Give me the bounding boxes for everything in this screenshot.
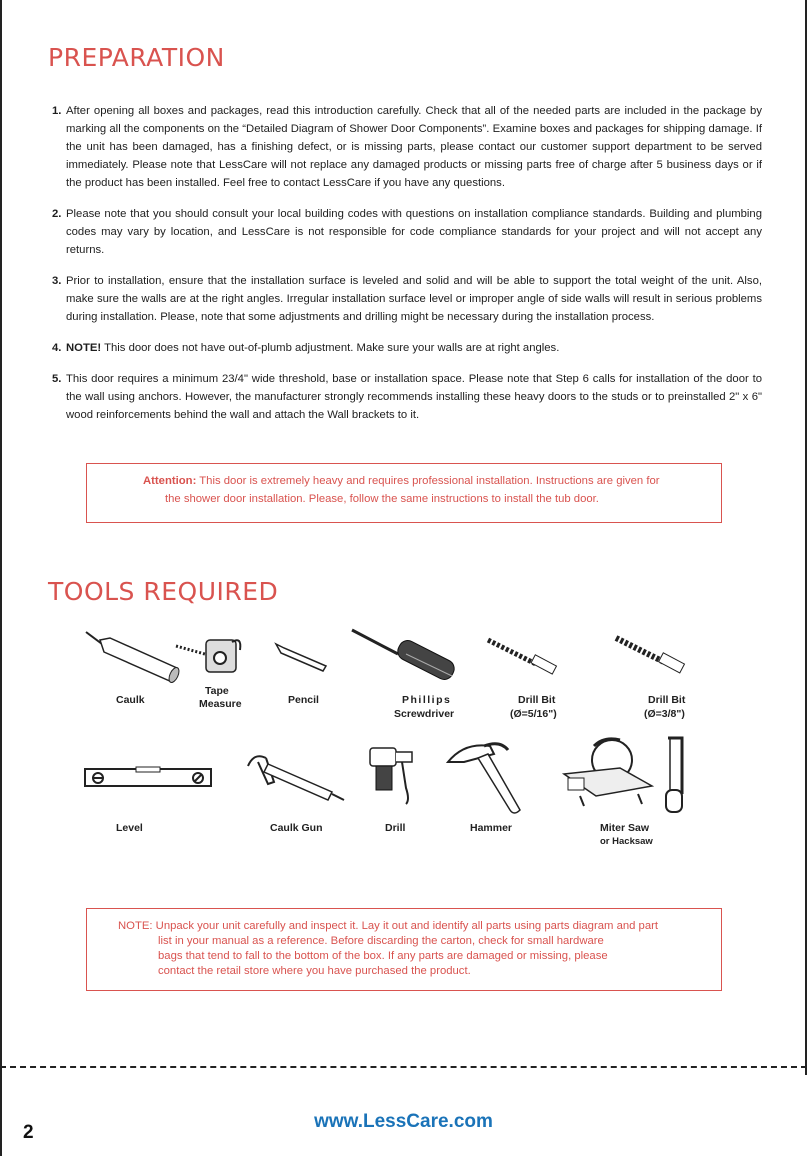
miter-saw-label: Miter Saw (600, 822, 650, 834)
caulk-gun-icon (244, 744, 346, 804)
drill-icon (366, 744, 414, 808)
drill-bit-size-label: (Ø=3/8") (644, 708, 685, 720)
hammer-icon (444, 740, 526, 816)
hacksaw-label: or Hacksaw (600, 836, 653, 847)
list-item (52, 102, 762, 192)
list-item (52, 205, 762, 259)
note-line-2: list in your manual as a reference. Before discarding the carton, check for small hardware (158, 935, 604, 947)
drill-bit-icon (614, 634, 686, 678)
list-item (52, 272, 762, 326)
drill-bit-icon (486, 636, 558, 680)
list-item (52, 339, 762, 357)
caulk-icon (82, 628, 182, 688)
note-line-4: contact the retail store where you have purchased the product. (158, 965, 471, 977)
website-link[interactable]: www.LessCare.com (314, 1111, 493, 1132)
tape-measure-label: Tape (205, 685, 229, 697)
footer-divider (0, 1066, 807, 1068)
pencil-icon (274, 642, 330, 672)
hammer-label: Hammer (470, 822, 513, 834)
item-text: This door does not have out-of-plumb adjustment. Make sure your walls are at right angles. (101, 342, 560, 354)
screwdriver-icon (348, 626, 458, 682)
item-text: After opening all boxes and packages, read this introduction carefully. Check that all of the needed parts are included in the package by marking all the components on the “Detailed Diagram of Shower Door Components”. Examine boxes and packages for shipping damage. If the unit has been damaged, has a finishing defect, or is missing parts, please contact our customer support department to be served immediately. Please note that LessCare will not replace any damaged products or missing parts free of charge after 5 business days or if the product has been installed. Feel free to contact LessCare if you have any questions. (66, 105, 762, 189)
note-line-3: bags that tend to fall to the bottom of the box. If any parts are damaged or missing, please (158, 950, 608, 962)
note-line-1: NOTE: Unpack your unit carefully and inspect it. Lay it out and identify all parts using parts diagram and part (118, 920, 659, 932)
note-box (86, 908, 722, 991)
preparation-heading: PREPARATION (48, 43, 225, 72)
attention-box (86, 463, 722, 523)
level-icon (84, 766, 212, 788)
note-label: NOTE! (66, 342, 102, 354)
attention-text-1: This door is extremely heavy and requires professional installation. Instructions are given for (196, 475, 660, 487)
item-number: 1. (52, 105, 62, 117)
miter-saw-icon (560, 734, 656, 810)
level-label: Level (116, 822, 143, 834)
drill-label: Drill (385, 822, 406, 834)
attention-line-2: the shower door installation. Please, follow the same instructions to install the tub door. (165, 493, 599, 505)
attention-label: Attention: (143, 475, 197, 487)
caulk-label: Caulk (116, 694, 145, 706)
preparation-list (52, 102, 762, 437)
list-item (52, 370, 762, 424)
tape-measure-icon (172, 634, 244, 680)
drill-bit-size-label: (Ø=5/16") (510, 708, 557, 720)
item-number: 5. (52, 373, 62, 385)
attention-line-1 (143, 472, 701, 490)
tape-measure-label-2: Measure (199, 698, 242, 710)
drill-bit-label: Drill Bit (648, 694, 686, 706)
pencil-label: Pencil (288, 694, 319, 706)
page-number: 2 (23, 1122, 34, 1143)
item-text: This door requires a minimum 23/4" wide threshold, base or installation space. Please note that Step 6 calls for installation of the door to the wall using anchors. However, the manufacturer strongly recommends installing these heavy doors to the studs or to preinstalled 2" x 6" wood reinforcements behind the wall and attach the Wall brackets to it. (66, 373, 762, 421)
screwdriver-label: Phillips (402, 694, 452, 706)
tools-heading: TOOLS REQUIRED (48, 577, 279, 606)
item-text: Please note that you should consult your local building codes with questions on installation compliance standards. Building and plumbing codes may vary by location, and LessCare is not responsible for code compliance standards for your project and will not accept any returns. (66, 208, 762, 256)
hacksaw-icon (662, 734, 686, 814)
page-border-left (0, 0, 2, 1156)
item-number: 2. (52, 208, 62, 220)
item-number: 4. (52, 342, 62, 354)
drill-bit-label: Drill Bit (518, 694, 556, 706)
item-number: 3. (52, 275, 62, 287)
screwdriver-label-2: Screwdriver (394, 708, 455, 720)
caulk-gun-label: Caulk Gun (270, 822, 323, 834)
item-text: Prior to installation, ensure that the installation surface is leveled and solid and will be able to support the total weight of the unit. Also, make sure the walls are at the right angles. Irregular installation surface level or improper angle of side walls will result in serious problems during installation. Please, note that some adjustments and drilling might be necessary during the installation process. (66, 275, 762, 323)
